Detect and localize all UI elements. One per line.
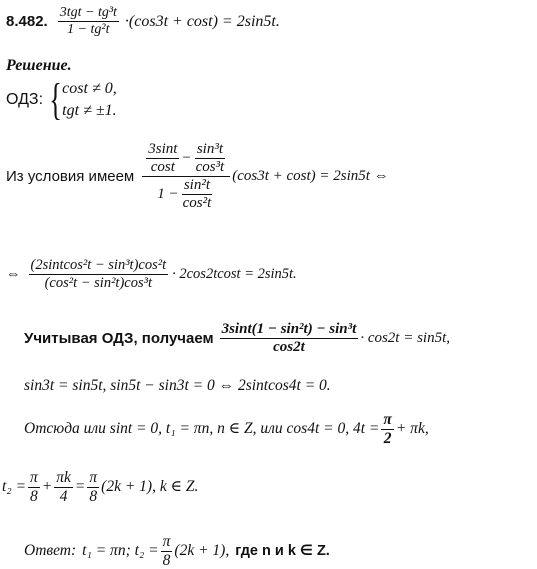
step3-fraction: [220, 322, 359, 355]
problem-number: 8.482.: [6, 13, 48, 30]
step1-den-one: 1 −: [157, 186, 179, 202]
odz-brace: {: [49, 75, 62, 124]
step5-line: [24, 412, 429, 446]
odz-label: ОДЗ:: [6, 91, 44, 108]
step5-text: Отсюда или sint = 0, t₁ = πn, n ∈ Z, или cos4t = 0, 4t =: [24, 420, 380, 438]
step6-frac-c-den: 8: [89, 487, 98, 505]
step6-frac-b-num: πk: [56, 469, 71, 486]
odz-condition-2: tgt ≠ ±1.: [62, 102, 117, 119]
step1-frac-c: [181, 178, 214, 211]
step3-rest: · cos2t = sin5t,: [360, 330, 451, 346]
answer-rest: (2k + 1),: [174, 542, 230, 560]
step1-big-numerator: [142, 142, 230, 177]
answer-fraction-num: π: [162, 533, 171, 550]
step5-rest: + πk,: [395, 420, 429, 438]
step6-frac-a-num: π: [30, 469, 38, 486]
problem-fraction-numerator: 3tgt − tg³t: [59, 5, 117, 20]
step3-intro: Учитывая ОДЗ, получаем: [24, 330, 214, 347]
step4-line: sin3t = sin5t, sin5t − sin3t = 0 ⇔ 2sintcos4t = 0.: [24, 377, 331, 394]
step6-frac-b-den: 4: [59, 487, 68, 505]
solution-heading: Решение.: [6, 57, 72, 74]
step1-line: [6, 142, 389, 211]
odz-condition-1: cost ≠ 0,: [62, 80, 117, 97]
step2-denominator: (cos²t − sin²t)cos³t: [44, 274, 152, 291]
step2-rest: · 2cos2tcost = 2sin5t.: [172, 265, 297, 282]
problem-line: [6, 6, 280, 37]
step3-denominator: cos2t: [273, 339, 305, 355]
answer-fraction-den: 8: [162, 551, 171, 569]
step5-fraction-den: 2: [383, 429, 392, 447]
problem-equation-rest: ·(cos3t + cost) = 2sin5t.: [124, 12, 280, 30]
step2-numerator: (2sintcos²t − sin³t)cos²t: [30, 257, 167, 273]
step1-minus: −: [181, 150, 192, 166]
answer-label: Ответ:: [24, 542, 77, 560]
odz-block: [6, 75, 117, 124]
step1-big-fraction: [142, 142, 230, 211]
problem-fraction: [58, 6, 119, 37]
answer-tail: где n и k ∈ Z.: [235, 542, 330, 559]
step6-frac-a: [28, 470, 40, 504]
step6-frac-a-den: 8: [30, 487, 38, 505]
answer-fraction: [161, 534, 173, 568]
step1-rest: (cos3t + cost) = 2sin5t ⇔: [232, 168, 389, 184]
step3-numerator: 3sint(1 − sin²t) − sin³t: [221, 321, 357, 337]
odz-conditions: [62, 81, 117, 119]
step2-line: [6, 258, 297, 290]
step1-frac-b-num: sin³t: [196, 141, 223, 157]
step1-frac-c-den: cos²t: [182, 195, 212, 211]
step6-equals: =: [74, 478, 86, 496]
step6-frac-c: [87, 470, 99, 504]
step1-frac-a-den: cost: [150, 159, 175, 175]
step6-frac-b: [54, 470, 73, 504]
step3-line: [24, 322, 450, 355]
step2-arrow: ⇔: [6, 265, 21, 282]
step6-lhs: t₂ =: [2, 478, 27, 496]
step6-plus: +: [41, 478, 53, 496]
step6-rest: (2k + 1), k ∈ Z.: [101, 478, 199, 496]
answer-t1: t₁ = πn; t₂ =: [82, 542, 159, 560]
step1-frac-a-num: 3sint: [148, 141, 178, 157]
step2-fraction: [29, 258, 169, 290]
step6-frac-c-num: π: [89, 469, 98, 486]
step1-frac-b: [194, 142, 227, 175]
step1-frac-b-den: cos³t: [195, 159, 225, 175]
step1-big-denominator: [155, 177, 217, 211]
answer-line: [24, 534, 330, 568]
step1-frac-c-num: sin²t: [183, 177, 211, 193]
step5-fraction-num: π: [383, 411, 392, 428]
step6-line: [2, 470, 198, 504]
step5-fraction: [381, 412, 393, 446]
problem-fraction-denominator: 1 − tg²t: [67, 22, 110, 37]
step1-intro: Из условия имеем: [6, 168, 135, 185]
step1-frac-a: [146, 142, 179, 175]
